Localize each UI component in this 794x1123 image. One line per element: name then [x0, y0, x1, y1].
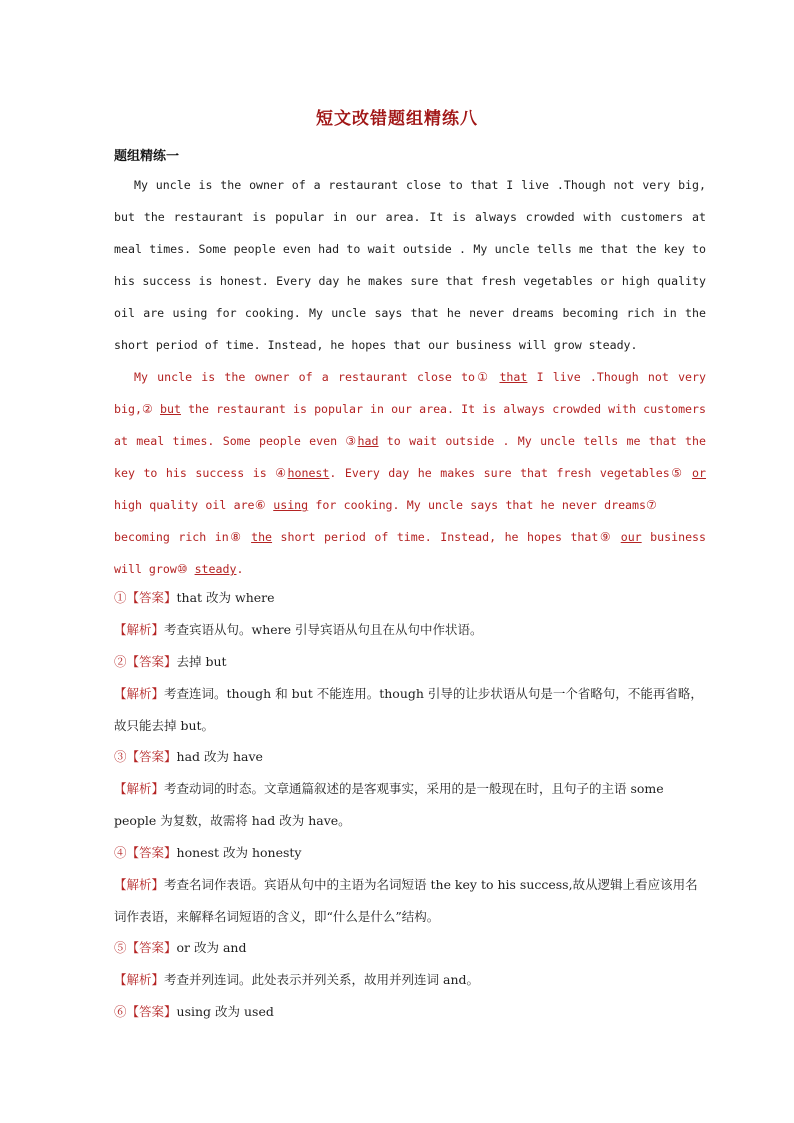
- answer-text: 去掉 but: [176, 654, 227, 669]
- error-word: that: [499, 370, 528, 384]
- explanation-line: [114, 869, 706, 933]
- answer-line: [114, 837, 706, 869]
- missing-word-blank: [646, 489, 706, 521]
- marked-text: business will grow: [114, 530, 707, 576]
- answer-line: [114, 996, 706, 1028]
- answer-text: or 改为 and: [176, 940, 247, 955]
- answer-text: ③: [114, 749, 127, 764]
- page-title: 短文改错题组精练八: [316, 109, 478, 129]
- error-word: honest: [287, 466, 330, 480]
- marked-text: . Every day he makes sure that fresh vegetables: [329, 466, 670, 480]
- error-word: had: [357, 434, 379, 448]
- answer-text: ①: [114, 590, 127, 605]
- passage-line: Some people even had to wait outside . My uncle tells me that the key to his success is: [114, 242, 707, 288]
- explanation-line: [114, 964, 706, 996]
- marked-text: to wait outside . My uncle tells me that the key to his success is: [114, 434, 706, 480]
- answer-line: [114, 646, 706, 678]
- error-word: the: [251, 530, 273, 544]
- error-number: ③: [345, 434, 358, 448]
- answer-text: using 改为 used: [176, 1004, 274, 1019]
- answer-text: 【解析】: [114, 972, 165, 987]
- marked-text: I live .Though not very big,: [114, 370, 706, 416]
- answer-line: [114, 741, 706, 773]
- error-number: ②: [141, 402, 153, 416]
- error-number: ④: [275, 466, 288, 480]
- error-number: ⑥: [254, 498, 266, 512]
- answer-text: had 改为 have: [176, 749, 263, 764]
- marked-passage: [114, 361, 706, 585]
- marked-text: .: [236, 562, 244, 576]
- answer-text: 【答案】: [126, 749, 177, 764]
- error-number: ⑨: [598, 530, 613, 544]
- passage-line: Instead, he hopes that our business will grow steady.: [267, 338, 638, 352]
- answer-text: ②: [114, 654, 127, 669]
- answer-text: 【答案】: [126, 654, 177, 669]
- passage-line: My uncle is the owner of a restaurant close to that I live .Though not very big, but: [114, 178, 706, 224]
- answer-text: 考查动词的时态。文章通篇叙述的是客观事实，采用的是一般现在时，且句子的主语 some people 为复数，故需将 had 改为 have。: [114, 781, 664, 828]
- answer-text: 考查连词。though 和 but 不能连用。though 引导的让步状语从句是一个省略句，不能再省略，故只能去掉 but。: [114, 686, 703, 733]
- answer-text: 【解析】: [114, 781, 165, 796]
- answer-text: 【解析】: [114, 622, 165, 637]
- answer-text: 【答案】: [126, 1004, 177, 1019]
- answer-text: 考查名词作表语。宾语从句中的主语为名词短语 the key to his success,故从逻辑上看应该用名词作表语，来解释名词短语的含义，即“什么是什么”结构。: [114, 877, 698, 924]
- answer-text: ⑤: [114, 940, 127, 955]
- explanation-line: [114, 773, 706, 837]
- answer-text: honest 改为 honesty: [176, 845, 302, 860]
- error-number: ⑦: [646, 498, 657, 512]
- answer-text: ⑥: [114, 1004, 127, 1019]
- answer-line: [114, 582, 706, 614]
- answer-text: 【解析】: [114, 877, 165, 892]
- explanation-line: [114, 614, 706, 646]
- original-passage: [114, 169, 706, 361]
- error-word: our: [620, 530, 642, 544]
- error-word: steady: [194, 562, 237, 576]
- passage-line: the restaurant is popular in our area. It is always crowded with customers at meal times.: [114, 210, 706, 256]
- passage-line: honest. Every day he makes sure that fresh vegetables or high quality oil are using for: [114, 274, 706, 320]
- error-number: ①: [475, 370, 491, 384]
- error-number: ⑩: [176, 562, 188, 576]
- answer-text: 考查并列连词。此处表示并列关系，故用并列连词 and。: [164, 972, 479, 987]
- section-heading: 题组精练一: [114, 149, 180, 164]
- marked-text: becoming rich in: [114, 530, 229, 544]
- explanation-line: [114, 678, 706, 742]
- marked-text: for cooking. My uncle says that he never dreams: [308, 498, 646, 512]
- error-word: using: [273, 498, 309, 512]
- answer-text: 【答案】: [126, 590, 177, 605]
- error-word: or: [692, 466, 707, 480]
- error-number: ⑧: [228, 530, 243, 544]
- marked-text: high quality oil are: [114, 498, 255, 512]
- answer-line: [114, 932, 706, 964]
- error-number: ⑤: [669, 466, 684, 480]
- answer-text: 考查宾语从句。where 引导宾语从句且在从句中作状语。: [164, 622, 483, 637]
- marked-text: the restaurant is popular in our area. It is always crowded with customers at meal times. Some people even: [114, 402, 706, 448]
- answer-text: 【答案】: [126, 845, 177, 860]
- passage-line: cooking. My uncle says that he never dreams becoming rich in the short period of time.: [114, 306, 706, 352]
- error-word: but: [160, 402, 181, 416]
- marked-text: short period of time. Instead, he hopes that: [272, 530, 599, 544]
- answer-text: 【答案】: [126, 940, 177, 955]
- answer-text: ④: [114, 845, 127, 860]
- marked-text: My uncle is the owner of a restaurant close to: [134, 370, 476, 384]
- answer-text: 【解析】: [114, 686, 165, 701]
- answer-text: that 改为 where: [176, 590, 275, 605]
